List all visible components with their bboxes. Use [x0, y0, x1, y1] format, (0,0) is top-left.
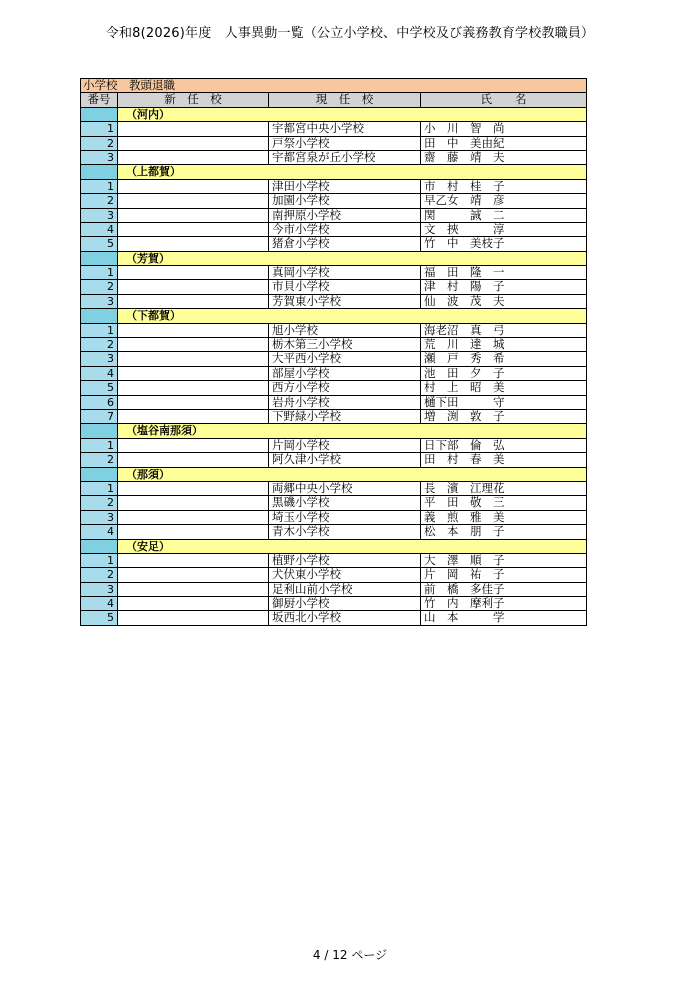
new-post-cell	[118, 554, 269, 567]
current-post-cell: 加園小学校	[269, 194, 421, 207]
new-post-cell	[118, 453, 269, 466]
current-post-cell: 芳賀東小学校	[269, 295, 421, 308]
new-post-cell	[118, 223, 269, 236]
new-post-cell	[118, 338, 269, 351]
row-number: 5	[81, 237, 118, 250]
group-number-cell	[81, 309, 118, 322]
table-row	[81, 511, 586, 525]
name-cell: 小 川 智 尚	[424, 122, 505, 136]
new-post-cell	[118, 324, 269, 337]
current-post-cell: 犬伏東小学校	[269, 568, 421, 581]
table-row	[81, 410, 586, 424]
group-row	[81, 252, 586, 266]
name-cell: 瀬 戸 秀 希	[424, 352, 505, 366]
table-row	[81, 209, 586, 223]
name-cell: 荒 川 達 城	[424, 338, 505, 352]
name-cell: 義 煎 雅 美	[424, 510, 505, 524]
row-number: 2	[81, 194, 118, 207]
row-number: 3	[81, 209, 118, 222]
group-number-cell	[81, 108, 118, 121]
new-post-cell	[118, 122, 269, 135]
row-number: 2	[81, 496, 118, 509]
table-row	[81, 180, 586, 194]
name-cell: 早乙女 靖 彦	[424, 194, 505, 208]
table-row	[81, 223, 586, 237]
new-post-cell	[118, 295, 269, 308]
table-row	[81, 568, 586, 582]
table-row	[81, 194, 586, 208]
new-post-cell	[118, 482, 269, 495]
new-post-cell	[118, 583, 269, 596]
group-label: （上都賀）	[126, 165, 181, 179]
table-row	[81, 554, 586, 568]
group-number-cell	[81, 252, 118, 265]
new-post-cell	[118, 381, 269, 394]
current-post-cell: 両郷中央小学校	[269, 482, 421, 495]
row-number: 2	[81, 453, 118, 466]
current-post-cell: 下野緑小学校	[269, 410, 421, 423]
table-row	[81, 137, 586, 151]
new-post-cell	[118, 568, 269, 581]
current-post-cell: 市貝小学校	[269, 280, 421, 293]
name-cell: 津 村 陽 子	[424, 280, 505, 294]
new-post-cell	[118, 137, 269, 150]
new-post-cell	[118, 151, 269, 164]
group-number-cell	[81, 424, 118, 437]
current-post-cell: 坂西北小学校	[269, 611, 421, 624]
new-post-cell	[118, 410, 269, 423]
current-post-cell: 栃木第三小学校	[269, 338, 421, 351]
current-post-cell: 津田小学校	[269, 180, 421, 193]
current-post-cell: 足利山前小学校	[269, 583, 421, 596]
name-cell: 山 本 学	[424, 611, 505, 625]
group-label: （安足）	[126, 539, 170, 553]
group-row	[81, 165, 586, 179]
name-cell: 海老沼 真 弓	[424, 323, 505, 337]
name-cell: 池 田 夕 子	[424, 366, 505, 380]
name-cell: 田 村 春 美	[424, 453, 505, 467]
name-cell: 大 澤 順 子	[424, 553, 505, 567]
name-cell: 片 岡 祐 子	[424, 568, 505, 582]
new-post-cell	[118, 439, 269, 452]
table-row	[81, 597, 586, 611]
new-post-cell	[118, 597, 269, 610]
group-number-cell	[81, 540, 118, 553]
table-row	[81, 367, 586, 381]
name-cell: 仙 波 茂 夫	[424, 294, 505, 308]
name-cell: 福 田 隆 一	[424, 266, 505, 280]
row-number: 7	[81, 410, 118, 423]
row-number: 3	[81, 295, 118, 308]
row-number: 3	[81, 583, 118, 596]
name-cell: 日下部 倫 弘	[424, 438, 505, 452]
table-row	[81, 295, 586, 309]
group-label: （那須）	[126, 467, 170, 481]
current-post-cell: 黒磯小学校	[269, 496, 421, 509]
table-row	[81, 525, 586, 539]
new-post-cell	[118, 496, 269, 509]
row-number: 2	[81, 280, 118, 293]
column-header-current-post: 現 任 校	[269, 93, 421, 106]
current-post-cell: 西方小学校	[269, 381, 421, 394]
name-cell: 長 濱 江理花	[424, 481, 505, 495]
table-row	[81, 266, 586, 280]
current-post-cell: 青木小学校	[269, 525, 421, 538]
table-row	[81, 237, 586, 251]
current-post-cell: 猪倉小学校	[269, 237, 421, 250]
group-row	[81, 540, 586, 554]
new-post-cell	[118, 396, 269, 409]
current-post-cell: 南押原小学校	[269, 209, 421, 222]
current-post-cell: 宇都宮中央小学校	[269, 122, 421, 135]
current-post-cell: 植野小学校	[269, 554, 421, 567]
personnel-table	[80, 78, 587, 626]
row-number: 1	[81, 266, 118, 279]
table-row	[81, 324, 586, 338]
current-post-cell: 宇都宮泉が丘小学校	[269, 151, 421, 164]
group-row	[81, 424, 586, 438]
row-number: 2	[81, 137, 118, 150]
table-row	[81, 496, 586, 510]
name-cell: 齋 藤 靖 夫	[424, 150, 505, 164]
current-post-cell: 旭小学校	[269, 324, 421, 337]
page-footer: 4 / 12 ページ	[312, 948, 388, 962]
current-post-cell: 岩舟小学校	[269, 396, 421, 409]
new-post-cell	[118, 194, 269, 207]
row-number: 4	[81, 597, 118, 610]
column-header-row	[81, 93, 586, 107]
new-post-cell	[118, 237, 269, 250]
new-post-cell	[118, 280, 269, 293]
document-title: 令和8(2026)年度 人事異動一覧（公立小学校、中学校及び義務教育学校教職員）	[105, 26, 595, 41]
name-cell: 市 村 桂 子	[424, 179, 505, 193]
table-row	[81, 151, 586, 165]
name-cell: 竹 内 摩利子	[424, 597, 505, 611]
table-row	[81, 396, 586, 410]
new-post-cell	[118, 352, 269, 365]
section-title: 小学校 教頭退職	[81, 79, 586, 93]
name-cell: 村 上 昭 美	[424, 381, 505, 395]
row-number: 3	[81, 352, 118, 365]
new-post-cell	[118, 611, 269, 624]
new-post-cell	[118, 511, 269, 524]
group-row	[81, 309, 586, 323]
table-row	[81, 439, 586, 453]
current-post-cell: 戸祭小学校	[269, 137, 421, 150]
group-label: （塩谷南那須）	[126, 424, 203, 438]
table-row	[81, 280, 586, 294]
row-number: 4	[81, 223, 118, 236]
name-cell: 文 挾 淳	[424, 222, 505, 236]
row-number: 4	[81, 525, 118, 538]
new-post-cell	[118, 209, 269, 222]
current-post-cell: 真岡小学校	[269, 266, 421, 279]
table-row	[81, 122, 586, 136]
group-label: （河内）	[126, 107, 170, 121]
row-number: 3	[81, 151, 118, 164]
name-cell: 竹 中 美枝子	[424, 237, 505, 251]
table-row	[81, 482, 586, 496]
row-number: 1	[81, 554, 118, 567]
row-number: 5	[81, 381, 118, 394]
new-post-cell	[118, 180, 269, 193]
current-post-cell: 埼玉小学校	[269, 511, 421, 524]
table-row	[81, 381, 586, 395]
column-header-name: 氏 名	[480, 93, 527, 107]
row-number: 1	[81, 324, 118, 337]
row-number: 5	[81, 611, 118, 624]
group-number-cell	[81, 468, 118, 481]
new-post-cell	[118, 367, 269, 380]
row-number: 3	[81, 511, 118, 524]
row-number: 2	[81, 568, 118, 581]
column-header-new-post: 新 任 校	[118, 93, 269, 106]
name-cell: 前 橋 多佳子	[424, 582, 505, 596]
current-post-cell: 大平西小学校	[269, 352, 421, 365]
name-cell: 関 誠 二	[424, 208, 505, 222]
row-number: 6	[81, 396, 118, 409]
current-post-cell: 今市小学校	[269, 223, 421, 236]
name-cell: 田 中 美由紀	[424, 136, 505, 150]
new-post-cell	[118, 266, 269, 279]
table-row	[81, 583, 586, 597]
row-number: 4	[81, 367, 118, 380]
row-number: 2	[81, 338, 118, 351]
row-number: 1	[81, 439, 118, 452]
current-post-cell: 片岡小学校	[269, 439, 421, 452]
group-number-cell	[81, 165, 118, 178]
table-row	[81, 611, 586, 625]
table-row	[81, 352, 586, 366]
name-cell: 松 本 朋 子	[424, 525, 505, 539]
group-label: （芳賀）	[126, 251, 170, 265]
name-cell: 平 田 敬 三	[424, 496, 505, 510]
row-number: 1	[81, 180, 118, 193]
current-post-cell: 部屋小学校	[269, 367, 421, 380]
current-post-cell: 阿久津小学校	[269, 453, 421, 466]
column-header-number: 番号	[81, 93, 118, 106]
current-post-cell: 御厨小学校	[269, 597, 421, 610]
row-number: 1	[81, 122, 118, 135]
group-label: （下都賀）	[126, 309, 181, 323]
table-row	[81, 453, 586, 467]
group-row	[81, 108, 586, 122]
name-cell: 増 渕 敦 子	[424, 409, 505, 423]
new-post-cell	[118, 525, 269, 538]
name-cell: 樋下田 守	[424, 395, 505, 409]
table-row	[81, 338, 586, 352]
group-row	[81, 468, 586, 482]
row-number: 1	[81, 482, 118, 495]
